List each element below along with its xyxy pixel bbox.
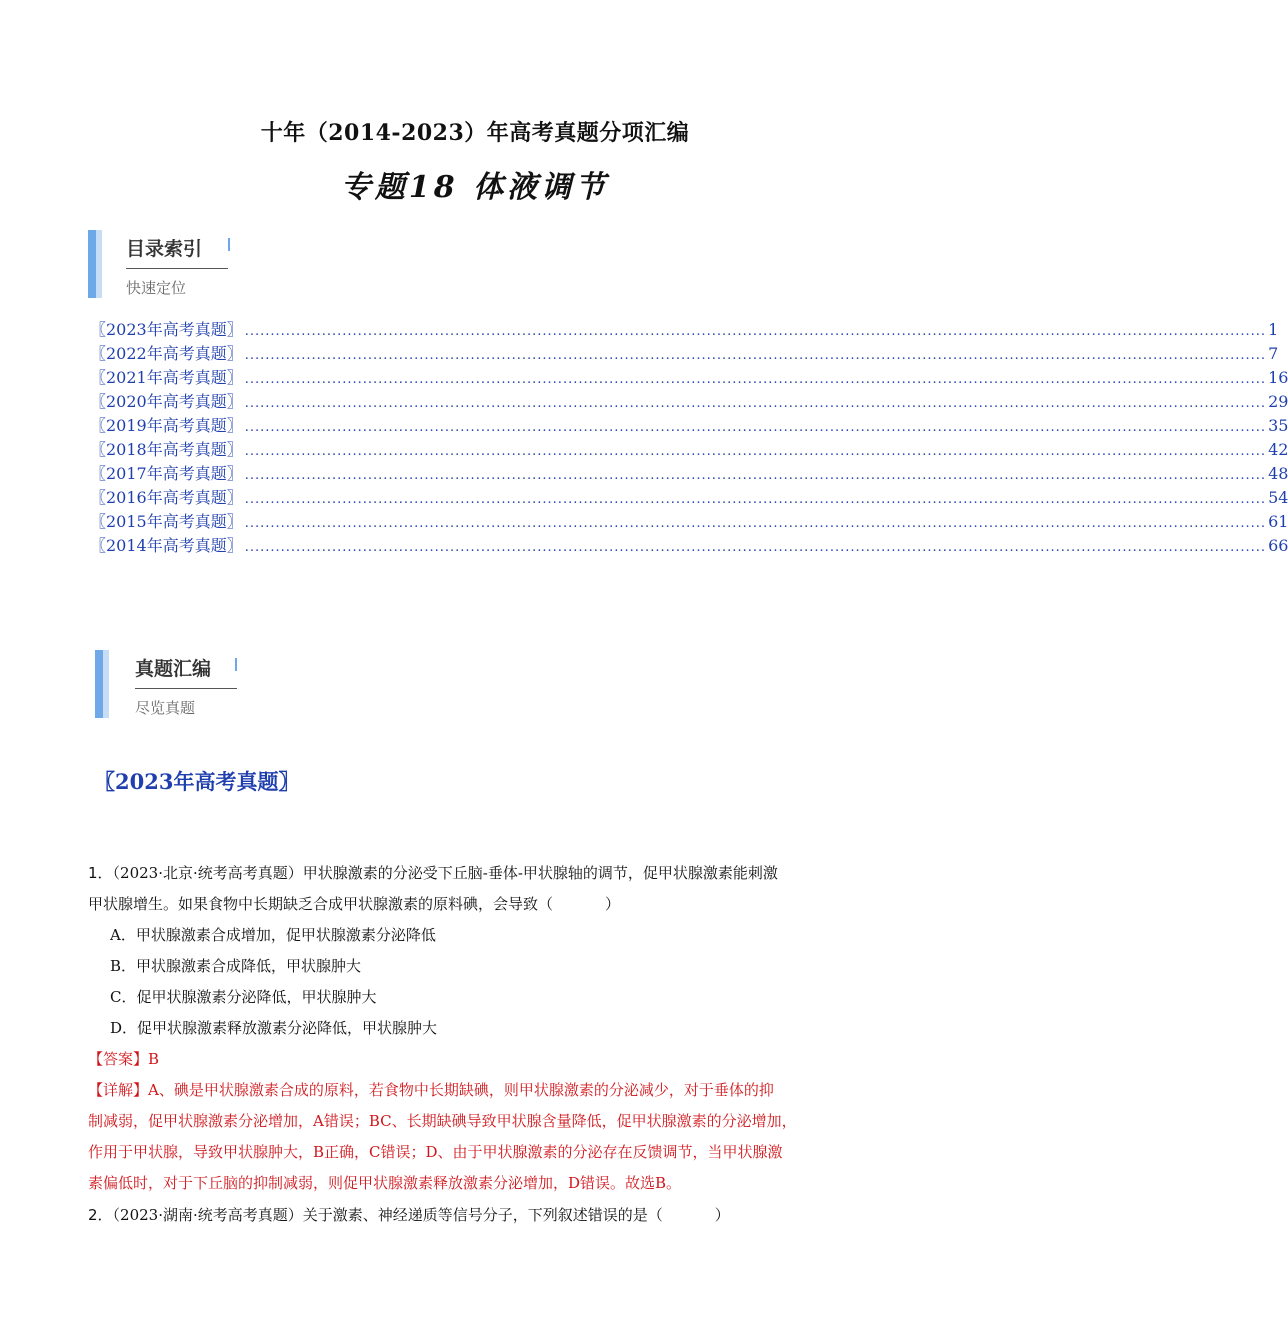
accent-tick: [235, 658, 237, 671]
toc-entry-page[interactable]: 48: [1268, 464, 1288, 483]
topic-title: 专题18 体液调节: [340, 170, 610, 205]
toc-leader-dots: .......................................................................................................................................................................................................: [244, 468, 1267, 483]
question-number: 2．: [88, 1206, 113, 1224]
question-stem-cont: [88, 889, 868, 920]
toc-leader-dots: .......................................................................................................................................................................................................: [244, 348, 1267, 363]
explanation-line: [88, 1075, 868, 1106]
questions-section-header: [95, 650, 295, 722]
question-number: 1．: [88, 864, 113, 882]
toc-section-title: 目录索引: [126, 238, 203, 260]
questions-section-subtitle: 尽览真题: [135, 699, 196, 717]
toc-leader-dots: .......................................................................................................................................................................................................: [244, 492, 1267, 507]
toc-entry-2021[interactable]: [90, 366, 1288, 390]
accent-bar-light: [96, 230, 102, 298]
answer-label: 【答案】: [88, 1050, 149, 1068]
toc-entry-page[interactable]: 7: [1268, 344, 1279, 363]
toc-entry-label[interactable]: 〖2014年高考真题〗: [90, 536, 243, 555]
toc-leader-dots: .......................................................................................................................................................................................................: [244, 516, 1267, 531]
question-1: [88, 858, 868, 1199]
toc-entry-2017[interactable]: [90, 462, 1288, 486]
toc-leader-dots: .......................................................................................................................................................................................................: [244, 372, 1267, 387]
explanation-label: 【详解】: [88, 1081, 149, 1099]
explanation-text: A、碘是甲状腺激素合成的原料，若食物中长期缺碘，则甲状腺激素的分泌减少，对于垂体的抑: [148, 1081, 774, 1099]
questions-section-title: 真题汇编: [135, 658, 212, 680]
question-source: （2023·北京·统考高考真题）: [112, 864, 303, 882]
toc-entry-page[interactable]: 61: [1268, 512, 1288, 531]
section-underline: [135, 688, 237, 689]
toc-entry-page[interactable]: 66: [1268, 536, 1288, 555]
question-stem-line: 关于激素、神经递质等信号分子，下列叙述错误的是（: [302, 1206, 663, 1224]
option-a: A．甲状腺激素合成增加，促甲状腺激素分泌降低: [110, 926, 436, 944]
answer-value: B: [148, 1050, 160, 1068]
explanation-line: 制减弱，促甲状腺激素分泌增加，A错误；BC、长期缺碘导致甲状腺含量降低，促甲状腺激素的分泌增加，: [88, 1112, 797, 1130]
toc-leader-dots: .......................................................................................................................................................................................................: [244, 540, 1267, 555]
toc-entry-2018[interactable]: [90, 438, 1288, 462]
toc-leader-dots: .......................................................................................................................................................................................................: [244, 396, 1267, 411]
toc-entry-2016[interactable]: [90, 486, 1288, 510]
toc-entry-2014[interactable]: [90, 534, 1288, 558]
toc-section-header: [88, 230, 288, 302]
toc-entry-label[interactable]: 〖2018年高考真题〗: [90, 440, 243, 459]
option-d: D．促甲状腺激素释放激素分泌降低，甲状腺肿大: [110, 1019, 438, 1037]
accent-tick: [228, 238, 230, 251]
question-stem-line: 甲状腺增生。如果食物中长期缺乏合成甲状腺激素的原料碘，会导致（: [88, 895, 554, 913]
toc-entry-page[interactable]: 29: [1268, 392, 1288, 411]
toc-entry-label[interactable]: 〖2023年高考真题〗: [90, 320, 243, 339]
explanation-line: 作用于甲状腺，导致甲状腺肿大，B正确，C错误；D、由于甲状腺激素的分泌存在反馈调节，当甲状腺激: [88, 1143, 783, 1161]
toc-entry-2022[interactable]: [90, 342, 1279, 366]
toc-entry-page[interactable]: 42: [1268, 440, 1288, 459]
answer-line: [88, 1044, 868, 1075]
question-stem: [88, 858, 868, 889]
toc-entry-page[interactable]: 1: [1268, 320, 1279, 339]
toc-section-subtitle: 快速定位: [126, 279, 187, 297]
toc-entry-label[interactable]: 〖2016年高考真题〗: [90, 488, 243, 507]
toc-leader-dots: .......................................................................................................................................................................................................: [244, 324, 1267, 339]
question-2: [88, 1200, 868, 1231]
question-stem-line: 甲状腺激素的分泌受下丘脑-垂体-甲状腺轴的调节，促甲状腺激素能刺激: [302, 864, 778, 882]
toc-entry-label[interactable]: 〖2015年高考真题〗: [90, 512, 243, 531]
toc-entry-page[interactable]: 54: [1268, 488, 1288, 507]
toc-entry-2020[interactable]: [90, 390, 1288, 414]
option-c: C．促甲状腺激素分泌降低，甲状腺肿大: [110, 988, 377, 1006]
toc-entry-page[interactable]: 35: [1268, 416, 1288, 435]
accent-bar: [95, 650, 103, 718]
accent-bar: [88, 230, 96, 298]
toc-entry-label[interactable]: 〖2021年高考真题〗: [90, 368, 243, 387]
explanation: [88, 1075, 868, 1199]
toc-entry-2023[interactable]: [90, 318, 1279, 342]
toc-entry-label[interactable]: 〖2019年高考真题〗: [90, 416, 243, 435]
toc-leader-dots: .......................................................................................................................................................................................................: [244, 444, 1267, 459]
question-paren-close: ）: [714, 1206, 730, 1224]
toc-entry-2019[interactable]: [90, 414, 1288, 438]
toc-entry-label[interactable]: 〖2020年高考真题〗: [90, 392, 243, 411]
accent-bar-light: [103, 650, 109, 718]
toc-entry-label[interactable]: 〖2017年高考真题〗: [90, 464, 243, 483]
section-underline: [126, 268, 228, 269]
question-source: （2023·湖南·统考高考真题）: [112, 1206, 303, 1224]
toc-entry-page[interactable]: 16: [1268, 368, 1288, 387]
document-title: 十年（2014-2023）年高考真题分项汇编: [260, 120, 690, 146]
explanation-line: 素偏低时，对于下丘脑的抑制减弱，则促甲状腺激素释放激素分泌增加，D错误。故选B。: [88, 1174, 682, 1192]
toc-entry-2015[interactable]: [90, 510, 1288, 534]
table-of-contents: [90, 318, 1288, 558]
toc-entry-label[interactable]: 〖2022年高考真题〗: [90, 344, 243, 363]
option-b: B．甲状腺激素合成降低，甲状腺肿大: [110, 957, 362, 975]
year-heading: 〖2023年高考真题〗: [94, 769, 300, 794]
question-paren-close: ）: [605, 895, 621, 913]
toc-leader-dots: .......................................................................................................................................................................................................: [244, 420, 1267, 435]
